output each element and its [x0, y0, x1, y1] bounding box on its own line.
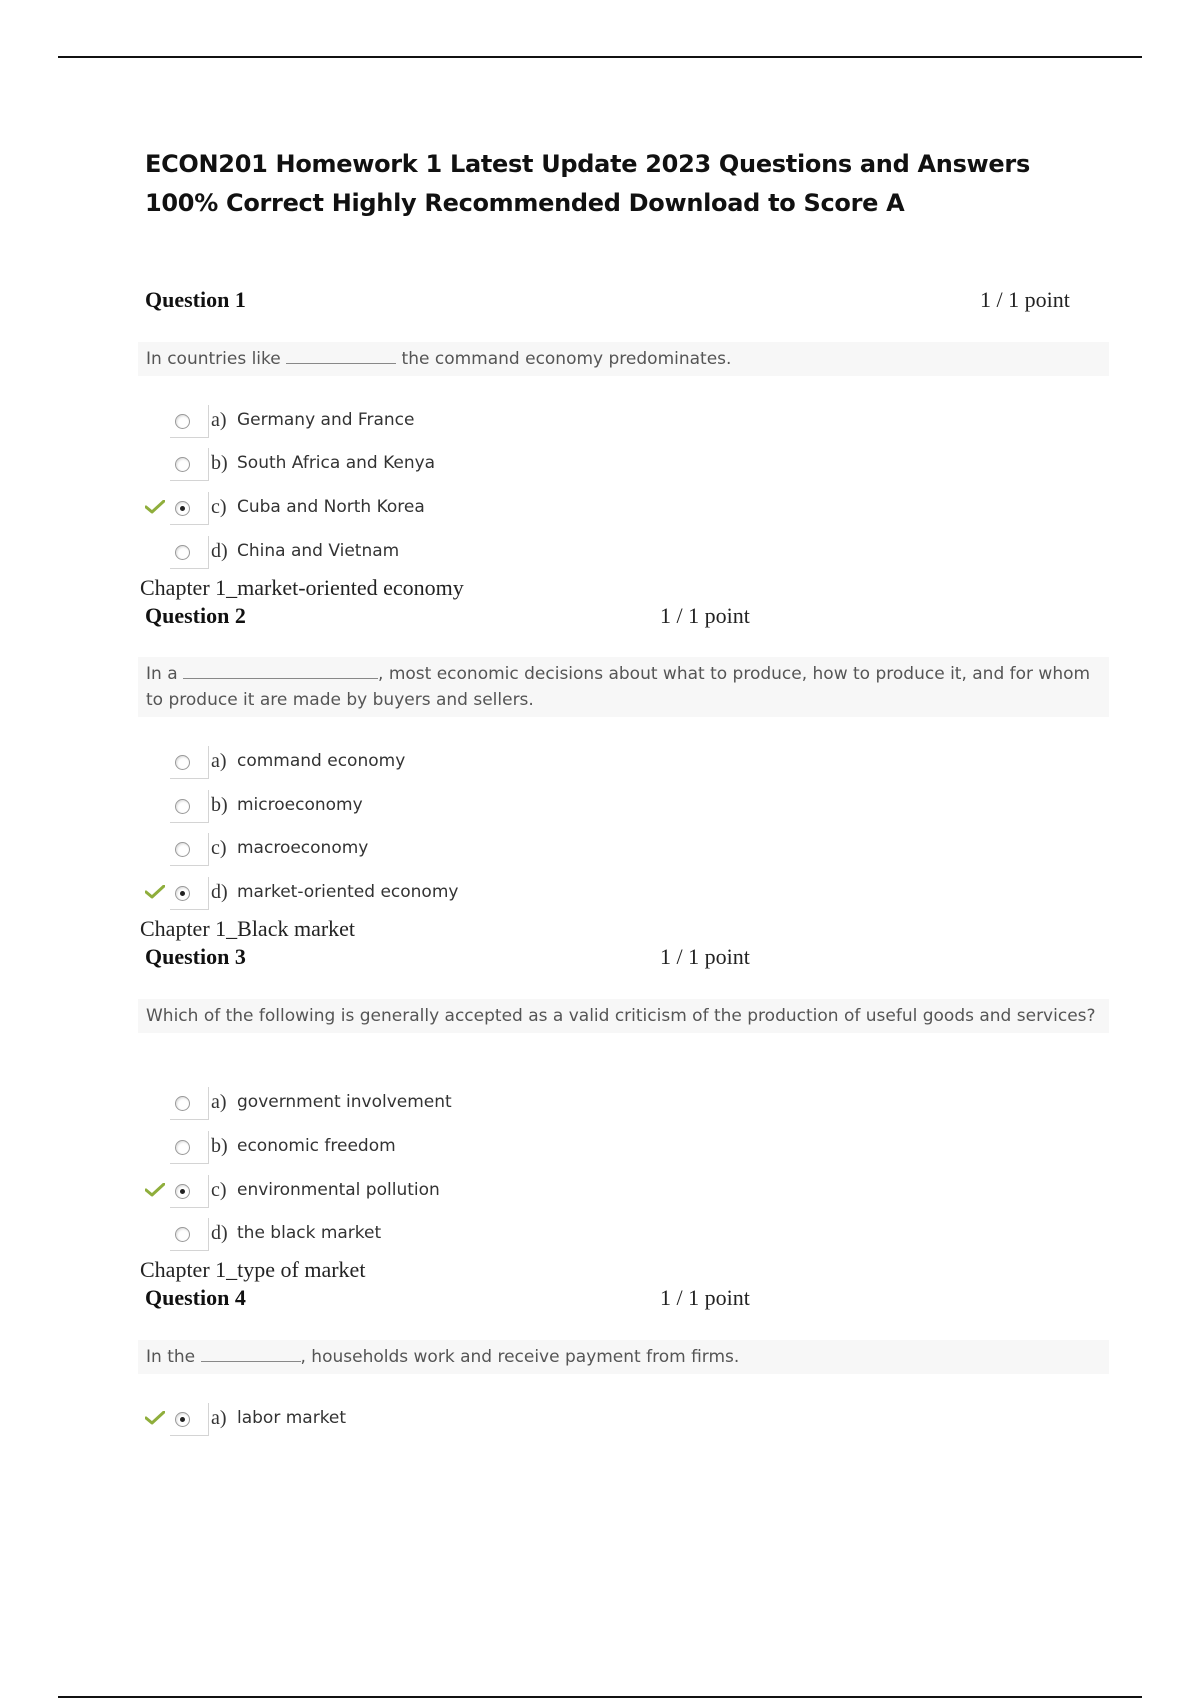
radio-button[interactable] — [175, 755, 190, 770]
blank — [286, 349, 396, 364]
question-3-option-d[interactable]: d) the black market — [145, 1218, 745, 1250]
question-2-chapter: Chapter 1_Black market — [140, 916, 356, 941]
question-1-option-b[interactable]: b) South Africa and Kenya — [145, 448, 745, 480]
question-1-option-a[interactable]: a) Germany and France — [145, 405, 745, 437]
correct-check-icon — [145, 1183, 165, 1197]
question-2-text — [138, 657, 1109, 717]
question-1-option-d[interactable]: d) China and Vietnam — [145, 536, 745, 568]
option-label: market-oriented economy — [237, 882, 459, 902]
option-label: labor market — [237, 1408, 347, 1428]
question-1-points: 1 / 1 point — [980, 287, 1070, 312]
bottom-rule — [58, 1696, 1142, 1698]
option-label: South Africa and Kenya — [237, 453, 436, 473]
option-label: microeconomy — [237, 795, 363, 815]
radio-button-selected[interactable] — [175, 1184, 190, 1199]
radio-button[interactable] — [175, 545, 190, 560]
correct-check-icon — [145, 500, 165, 514]
option-label: macroeconomy — [237, 838, 369, 858]
question-3-points: 1 / 1 point — [660, 944, 750, 969]
question-2-text-after: , most economic decisions about what to produce, how to produce it, and for whom to produce it are made by buyers and sellers. — [146, 664, 1091, 710]
radio-button[interactable] — [175, 457, 190, 472]
question-3-option-a[interactable]: a) government involvement — [145, 1087, 745, 1119]
question-2-option-c[interactable]: c) macroeconomy — [145, 833, 745, 865]
question-4-text — [138, 1340, 1109, 1374]
question-4-text-after: , households work and receive payment from firms. — [300, 1347, 740, 1367]
document-title: ECON201 Homework 1 Latest Update 2023 Questions and Answers 100% Correct Highly Recommended Download to Score A — [145, 150, 1030, 217]
radio-button-selected[interactable] — [175, 886, 190, 901]
question-2-option-b[interactable]: b) microeconomy — [145, 790, 745, 822]
radio-button-selected[interactable] — [175, 1412, 190, 1427]
blank — [201, 1347, 301, 1362]
radio-button[interactable] — [175, 1096, 190, 1111]
question-4-points: 1 / 1 point — [660, 1285, 750, 1310]
option-label: command economy — [237, 751, 406, 771]
option-label: Cuba and North Korea — [237, 497, 425, 517]
question-2-text-before: In a — [146, 664, 178, 684]
question-2-points: 1 / 1 point — [660, 603, 750, 628]
question-3-heading: Question 3 — [145, 944, 246, 969]
radio-button[interactable] — [175, 1227, 190, 1242]
top-rule — [58, 56, 1142, 58]
radio-button[interactable] — [175, 414, 190, 429]
question-1-heading: Question 1 — [145, 287, 246, 312]
question-4-option-a[interactable]: a) labor market — [145, 1403, 745, 1435]
question-4-text-before: In the — [146, 1347, 196, 1367]
blank — [183, 664, 378, 679]
radio-button[interactable] — [175, 1140, 190, 1155]
option-label: economic freedom — [237, 1136, 396, 1156]
question-1-text — [138, 342, 1109, 376]
option-label: environmental pollution — [237, 1180, 440, 1200]
radio-button[interactable] — [175, 842, 190, 857]
question-3-option-c[interactable]: c) environmental pollution — [145, 1175, 745, 1207]
question-4-heading: Question 4 — [145, 1285, 246, 1310]
option-label: Germany and France — [237, 410, 415, 430]
radio-button[interactable] — [175, 799, 190, 814]
option-label: government involvement — [237, 1092, 452, 1112]
question-1-chapter: Chapter 1_market-oriented economy — [140, 575, 464, 600]
question-1-text-before: In countries like — [146, 349, 281, 369]
question-2-option-d[interactable]: d) market-oriented economy — [145, 877, 745, 909]
question-2-option-a[interactable]: a) command economy — [145, 746, 745, 778]
question-3-option-b[interactable]: b) economic freedom — [145, 1131, 745, 1163]
option-label: the black market — [237, 1223, 382, 1243]
option-label: China and Vietnam — [237, 541, 400, 561]
question-1-option-c[interactable]: c) Cuba and North Korea — [145, 492, 745, 524]
question-3-text: Which of the following is generally accepted as a valid criticism of the production of useful goods and services? — [138, 999, 1109, 1033]
question-1-text-after: the command economy predominates. — [401, 349, 732, 369]
correct-check-icon — [145, 885, 165, 899]
question-3-chapter: Chapter 1_type of market — [140, 1257, 366, 1282]
radio-button-selected[interactable] — [175, 501, 190, 516]
question-2-heading: Question 2 — [145, 603, 246, 628]
correct-check-icon — [145, 1411, 165, 1425]
